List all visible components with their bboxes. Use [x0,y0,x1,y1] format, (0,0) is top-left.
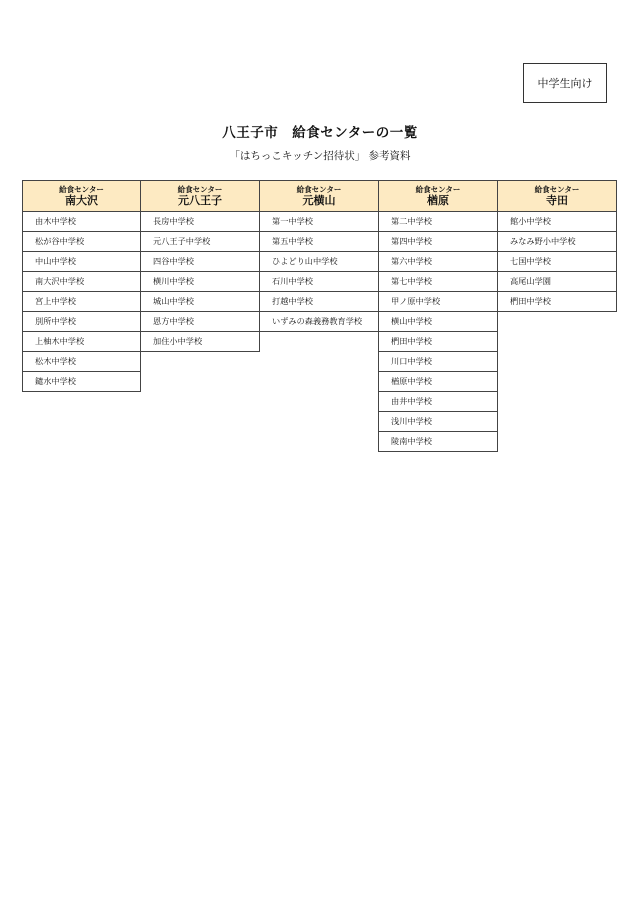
center-header-name: 元八王子 [178,194,222,207]
school-cell: 七国中学校 [497,251,617,272]
school-cell: いずみの森義務教育学校 [259,311,379,332]
school-cell: 由井中学校 [378,391,498,412]
school-cell: 浅川中学校 [378,411,498,432]
center-header-label: 給食センター [534,185,580,194]
school-cell: 宮上中学校 [22,291,141,312]
school-cell: 加住小中学校 [140,331,260,352]
school-cell: 椚田中学校 [497,291,617,312]
center-column [498,180,617,452]
center-column [22,180,141,452]
center-header-label: 給食センター [177,185,223,194]
school-cell: 長房中学校 [140,211,260,232]
center-header [22,180,141,212]
school-cell: 四谷中学校 [140,251,260,272]
school-cell: 中山中学校 [22,251,141,272]
center-header [378,180,498,212]
school-cell: 高尾山学園 [497,271,617,292]
center-column [260,180,379,452]
school-cell: 第一中学校 [259,211,379,232]
center-header-name: 楢原 [427,194,449,207]
page-title: 八王子市 給食センターの一覧 [222,125,418,141]
audience-badge: 中学生向け [523,63,607,103]
school-cell: 元八王子中学校 [140,231,260,252]
center-header-label: 給食センター [296,185,342,194]
school-cell: 第六中学校 [378,251,498,272]
school-cell: 椚田中学校 [378,331,498,352]
school-cell: 上柚木中学校 [22,331,141,352]
center-column [379,180,498,452]
center-header [140,180,260,212]
school-cell: ひよどり山中学校 [259,251,379,272]
center-header-name: 元横山 [302,194,336,207]
school-cell: 南大沢中学校 [22,271,141,292]
school-cell: 横川中学校 [140,271,260,292]
school-cell: 松木中学校 [22,351,141,372]
center-header-label: 給食センター [415,185,461,194]
school-cell: 松が谷中学校 [22,231,141,252]
school-cell: 別所中学校 [22,311,141,332]
center-column [141,180,260,452]
school-cell: 第四中学校 [378,231,498,252]
center-header [497,180,617,212]
school-cell: 川口中学校 [378,351,498,372]
school-cell: 横山中学校 [378,311,498,332]
center-header [259,180,379,212]
center-header-name: 南大沢 [65,194,98,207]
center-header-label: 給食センター [59,185,104,194]
school-cell: 第二中学校 [378,211,498,232]
school-cell: みなみ野小中学校 [497,231,617,252]
school-cell: 石川中学校 [259,271,379,292]
school-cell: 陵南中学校 [378,431,498,452]
center-table [22,180,617,452]
page-subtitle: 「はちっこキッチン招待状」 参考資料 [229,150,411,162]
school-cell: 打越中学校 [259,291,379,312]
school-cell: 鑓水中学校 [22,371,141,392]
school-cell: 第七中学校 [378,271,498,292]
center-header-name: 寺田 [546,194,568,207]
school-cell: 甲ノ原中学校 [378,291,498,312]
school-cell: 楢原中学校 [378,371,498,392]
school-cell: 由木中学校 [22,211,141,232]
school-cell: 城山中学校 [140,291,260,312]
school-cell: 第五中学校 [259,231,379,252]
school-cell: 館小中学校 [497,211,617,232]
school-cell: 恩方中学校 [140,311,260,332]
